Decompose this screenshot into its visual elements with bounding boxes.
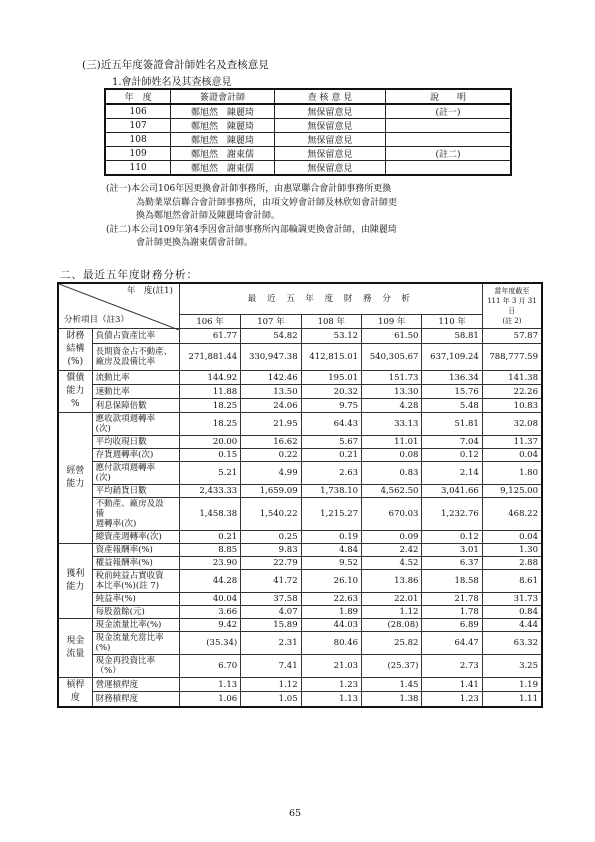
metric-value: 5.21 (179, 462, 240, 485)
metric-value: 1.12 (362, 606, 422, 619)
metric-label: 每股盈餘(元) (92, 606, 179, 619)
metric-value: 0.12 (422, 449, 482, 462)
metric-label: 負債占資產比率 (92, 329, 179, 344)
auditor-year-cell: 109 (105, 147, 171, 161)
metric-label: 稅前純益占實收資 本比率(%)(註 7) (92, 570, 179, 593)
metric-value: 151.73 (362, 371, 422, 385)
auditor-remark-cell (386, 161, 511, 176)
metric-value: 22.26 (482, 385, 542, 399)
metric-value: 142.46 (241, 371, 301, 385)
metric-value: 6.70 (179, 655, 240, 678)
corner-item-label: 分析項目（註3） (64, 315, 129, 325)
year-header-109: 109 年 (362, 315, 422, 329)
metric-value: 63.32 (482, 632, 542, 655)
metric-value: 13.86 (362, 570, 422, 593)
header-remark: 說 明 (386, 89, 511, 104)
metric-value: 9.52 (301, 557, 361, 570)
metric-value: (28.08) (362, 619, 422, 632)
metric-value: 31.73 (482, 593, 542, 606)
metric-value: 20.32 (301, 385, 361, 399)
metric-value: 1.05 (241, 692, 301, 707)
metric-value: 13.50 (241, 385, 301, 399)
auditor-opinion-cell: 無保留意見 (274, 104, 385, 119)
metric-label: 權益報酬率(%) (92, 557, 179, 570)
metric-value: 2,433.33 (179, 485, 240, 498)
metric-value: 9.83 (241, 544, 301, 557)
metric-value: 637,109.24 (422, 344, 482, 371)
metric-value: 1,738.10 (301, 485, 361, 498)
metric-value: 22.63 (301, 593, 361, 606)
metric-label: 長期資金占不動產、 廠房及設備比率 (92, 344, 179, 371)
section-title-financial-analysis: 二、最近五年度財務分析： (60, 269, 198, 281)
year-header-110: 110 年 (422, 315, 482, 329)
current-period-header (482, 283, 542, 329)
metric-value: 2.63 (301, 462, 361, 485)
metric-value: 1.13 (179, 678, 240, 692)
page-number: 65 (289, 808, 302, 819)
metric-value: 1.06 (179, 692, 240, 707)
metric-value: 468.22 (482, 498, 542, 531)
metric-value: 18.25 (179, 413, 240, 436)
year-header-107: 107 年 (241, 315, 301, 329)
auditor-name-cell: 鄭旭然 陳麗琦 (171, 104, 274, 119)
metric-value: 80.46 (301, 632, 361, 655)
auditor-row (105, 119, 511, 133)
current-period-line-3: (註 2) (502, 317, 522, 325)
fin-row (58, 344, 542, 371)
metric-value: 3.01 (422, 544, 482, 557)
metric-value: 0.08 (362, 449, 422, 462)
metric-value: 9,125.00 (482, 485, 542, 498)
metric-value: 51.81 (422, 413, 482, 436)
metric-value: 11.37 (482, 436, 542, 449)
auditor-name-cell: 鄭旭然 謝東儒 (171, 161, 274, 176)
metric-value: 2.73 (422, 655, 482, 678)
note-1-line-1: (註一)本公司106年因更換會計師事務所，由惠眾聯合會計師事務所更換 (106, 184, 392, 194)
metric-label: 平均銷貨日數 (92, 485, 179, 498)
note-1-line-3: 換為鄭旭然會計師及陳麗琦會計師。 (136, 211, 281, 221)
category-label: 財務 結構 (%) (58, 329, 92, 371)
metric-label: 不動產、廠房及設 備 週轉率(次) (92, 498, 179, 531)
metric-value: 0.25 (241, 531, 301, 544)
metric-value: 15.76 (422, 385, 482, 399)
metric-value: 1.12 (241, 678, 301, 692)
metric-value: 0.15 (179, 449, 240, 462)
metric-value: 33.13 (362, 413, 422, 436)
five-year-analysis-title: 最 近 五 年 度 財 務 分 析 (179, 283, 482, 315)
metric-label: 財務槓桿度 (92, 692, 179, 707)
metric-value: 37.58 (241, 593, 301, 606)
metric-value: 57.87 (482, 329, 542, 344)
current-period-line-1: 當年度截至 (494, 287, 530, 295)
metric-label: 應付款項週轉率 (次) (92, 462, 179, 485)
metric-value: 1.45 (362, 678, 422, 692)
metric-value: 1.38 (362, 692, 422, 707)
metric-value: 21.78 (422, 593, 482, 606)
metric-value: 7.04 (422, 436, 482, 449)
auditor-remark-cell: (註二) (386, 147, 511, 161)
auditor-name-cell: 鄭旭然 陳麗琦 (171, 119, 274, 133)
auditor-remark-cell (386, 119, 511, 133)
metric-value: (35.34) (179, 632, 240, 655)
metric-value: 412,815.01 (301, 344, 361, 371)
fin-row (58, 498, 542, 531)
metric-value: 1.13 (301, 692, 361, 707)
metric-value: 0.21 (301, 449, 361, 462)
header-opinion: 查 核 意 見 (274, 89, 385, 104)
metric-value: 0.04 (482, 449, 542, 462)
fin-row (58, 570, 542, 593)
metric-value: 64.43 (301, 413, 361, 436)
metric-value: 141.38 (482, 371, 542, 385)
note-1-line-2: 為勤業眾信聯合會計師事務所，由項文婷會計師及林欣如會計師更 (136, 197, 398, 208)
metric-value: 61.50 (362, 329, 422, 344)
metric-value: 41.72 (241, 570, 301, 593)
metric-value: 0.83 (362, 462, 422, 485)
metric-value: 20.00 (179, 436, 240, 449)
metric-value: 16.62 (241, 436, 301, 449)
metric-value: 54.82 (241, 329, 301, 344)
note-2-line-1: (註二)本公司109年第4季因會計師事務所內部輪調更換會計師，由陳麗琦 (106, 224, 397, 235)
fin-row (58, 485, 542, 498)
metric-value: 4.07 (241, 606, 301, 619)
metric-value: 3.25 (482, 655, 542, 678)
metric-value: 6.89 (422, 619, 482, 632)
metric-value: 0.84 (482, 606, 542, 619)
corner-year-label: 年 度(註1) (126, 286, 173, 296)
metric-value: 24.06 (241, 399, 301, 413)
fin-row (58, 449, 542, 462)
metric-value: 8.61 (482, 570, 542, 593)
metric-value: 1,540.22 (241, 498, 301, 531)
metric-value: 2.42 (362, 544, 422, 557)
category-label: 償債 能力 % (58, 371, 92, 413)
metric-value: 2.31 (241, 632, 301, 655)
metric-value: 53.12 (301, 329, 361, 344)
fin-row (58, 544, 542, 557)
metric-value: 0.22 (241, 449, 301, 462)
metric-value: 4.44 (482, 619, 542, 632)
subsection-title-auditor-opinion: 1.會計師姓名及其查核意見 (112, 77, 232, 88)
metric-label: 現金流量比率(%) (92, 619, 179, 632)
metric-value: 21.03 (301, 655, 361, 678)
metric-value: 1,458.38 (179, 498, 240, 531)
auditor-year-cell: 110 (105, 161, 171, 176)
metric-value: 5.67 (301, 436, 361, 449)
auditor-notes (106, 183, 526, 251)
metric-value: (25.37) (362, 655, 422, 678)
metric-value: 1,215.27 (301, 498, 361, 531)
metric-value: 15.89 (241, 619, 301, 632)
metric-value: 22.79 (241, 557, 301, 570)
metric-value: 32.08 (482, 413, 542, 436)
metric-value: 8.85 (179, 544, 240, 557)
fin-row (58, 413, 542, 436)
metric-value: 21.95 (241, 413, 301, 436)
metric-value: 788,777.59 (482, 344, 542, 371)
metric-value: 4,562.50 (362, 485, 422, 498)
auditor-year-cell: 108 (105, 133, 171, 147)
metric-label: 速動比率 (92, 385, 179, 399)
metric-value: 0.12 (422, 531, 482, 544)
fin-row (58, 619, 542, 632)
metric-value: 64.47 (422, 632, 482, 655)
fin-row (58, 329, 542, 344)
auditor-name-cell: 鄭旭然 謝東儒 (171, 147, 274, 161)
table-corner-header (58, 283, 179, 329)
metric-value: 540,305.67 (362, 344, 422, 371)
metric-value: 271,881.44 (179, 344, 240, 371)
metric-value: 4.52 (362, 557, 422, 570)
metric-label: 平均收現日數 (92, 436, 179, 449)
metric-label: 營運槓桿度 (92, 678, 179, 692)
metric-value: 0.04 (482, 531, 542, 544)
metric-value: 26.10 (301, 570, 361, 593)
auditor-table-header (105, 89, 511, 104)
metric-label: 存貨週轉率(次) (92, 449, 179, 462)
fin-row (58, 632, 542, 655)
metric-value: 0.19 (301, 531, 361, 544)
auditor-row (105, 133, 511, 147)
metric-value: 1.23 (422, 692, 482, 707)
category-label: 槓桿 度 (58, 678, 92, 708)
metric-value: 44.28 (179, 570, 240, 593)
metric-label: 純益率(%) (92, 593, 179, 606)
header-auditor: 簽證會計師 (171, 89, 274, 104)
auditor-opinion-cell: 無保留意見 (274, 119, 385, 133)
metric-label: 利息保障倍數 (92, 399, 179, 413)
metric-value: 1,232.76 (422, 498, 482, 531)
metric-value: 3.66 (179, 606, 240, 619)
metric-value: 13.30 (362, 385, 422, 399)
metric-value: 18.25 (179, 399, 240, 413)
metric-value: 44.03 (301, 619, 361, 632)
category-label: 現金 流量 (58, 619, 92, 678)
metric-value: 136.34 (422, 371, 482, 385)
metric-value: 61.77 (179, 329, 240, 344)
year-header-108: 108 年 (301, 315, 361, 329)
fin-row (58, 593, 542, 606)
fin-row (58, 557, 542, 570)
section-title-auditors: (三)近五年度簽證會計師姓名及查核意見 (82, 59, 269, 71)
financial-analysis-table (57, 282, 543, 708)
auditor-row (105, 161, 511, 176)
fin-row (58, 678, 542, 692)
metric-value: 195.01 (301, 371, 361, 385)
fin-row (58, 399, 542, 413)
header-year: 年 度 (105, 89, 171, 104)
fin-row (58, 385, 542, 399)
auditor-row (105, 104, 511, 119)
metric-label: 流動比率 (92, 371, 179, 385)
metric-label: 應收款項週轉率 (次) (92, 413, 179, 436)
metric-value: 1.41 (422, 678, 482, 692)
metric-value: 40.04 (179, 593, 240, 606)
metric-value: 1.78 (422, 606, 482, 619)
metric-value: 9.75 (301, 399, 361, 413)
note-2-line-2: 會計師更換為謝東儒會計師。 (136, 238, 254, 248)
fin-row (58, 531, 542, 544)
metric-value: 23.90 (179, 557, 240, 570)
metric-value: 2.88 (482, 557, 542, 570)
metric-value: 4.84 (301, 544, 361, 557)
auditor-remark-cell (386, 133, 511, 147)
metric-value: 58.81 (422, 329, 482, 344)
metric-value: 22.01 (362, 593, 422, 606)
auditor-name-cell: 鄭旭然 陳麗琦 (171, 133, 274, 147)
metric-value: 1.19 (482, 678, 542, 692)
auditor-year-cell: 107 (105, 119, 171, 133)
auditor-year-cell: 106 (105, 104, 171, 119)
fin-row (58, 655, 542, 678)
metric-value: 3,041.66 (422, 485, 482, 498)
metric-value: 5.48 (422, 399, 482, 413)
metric-value: 9.42 (179, 619, 240, 632)
auditor-row (105, 147, 511, 161)
metric-value: 1.80 (482, 462, 542, 485)
metric-value: 25.82 (362, 632, 422, 655)
metric-label: 資產報酬率(%) (92, 544, 179, 557)
metric-value: 1.23 (301, 678, 361, 692)
metric-value: 11.88 (179, 385, 240, 399)
current-period-line-2: 111 年 3 月 31 日 (487, 297, 537, 315)
metric-value: 10.83 (482, 399, 542, 413)
fin-row (58, 692, 542, 707)
fin-row (58, 371, 542, 385)
metric-value: 330,947.38 (241, 344, 301, 371)
fin-row (58, 436, 542, 449)
fin-row (58, 606, 542, 619)
metric-value: 2.14 (422, 462, 482, 485)
metric-label: 現金再投資比率 （%） (92, 655, 179, 678)
metric-value: 0.21 (179, 531, 240, 544)
metric-value: 4.28 (362, 399, 422, 413)
category-label: 經營 能力 (58, 413, 92, 544)
metric-value: 11.01 (362, 436, 422, 449)
metric-value: 6.37 (422, 557, 482, 570)
auditor-opinion-cell: 無保留意見 (274, 161, 385, 176)
metric-value: 1.11 (482, 692, 542, 707)
metric-value: 1.89 (301, 606, 361, 619)
metric-value: 670.03 (362, 498, 422, 531)
fin-row (58, 462, 542, 485)
metric-value: 144.92 (179, 371, 240, 385)
metric-value: 1,659.09 (241, 485, 301, 498)
auditor-table (104, 88, 512, 176)
metric-label: 總資產週轉率(次) (92, 531, 179, 544)
category-label: 獲利 能力 (58, 544, 92, 619)
auditor-opinion-cell: 無保留意見 (274, 133, 385, 147)
metric-value: 18.58 (422, 570, 482, 593)
metric-label: 現金流量允當比率 (%) (92, 632, 179, 655)
metric-value: 1.30 (482, 544, 542, 557)
auditor-opinion-cell: 無保留意見 (274, 147, 385, 161)
auditor-remark-cell: (註一) (386, 104, 511, 119)
metric-value: 4.99 (241, 462, 301, 485)
metric-value: 7.41 (241, 655, 301, 678)
year-header-106: 106 年 (179, 315, 240, 329)
metric-value: 0.09 (362, 531, 422, 544)
